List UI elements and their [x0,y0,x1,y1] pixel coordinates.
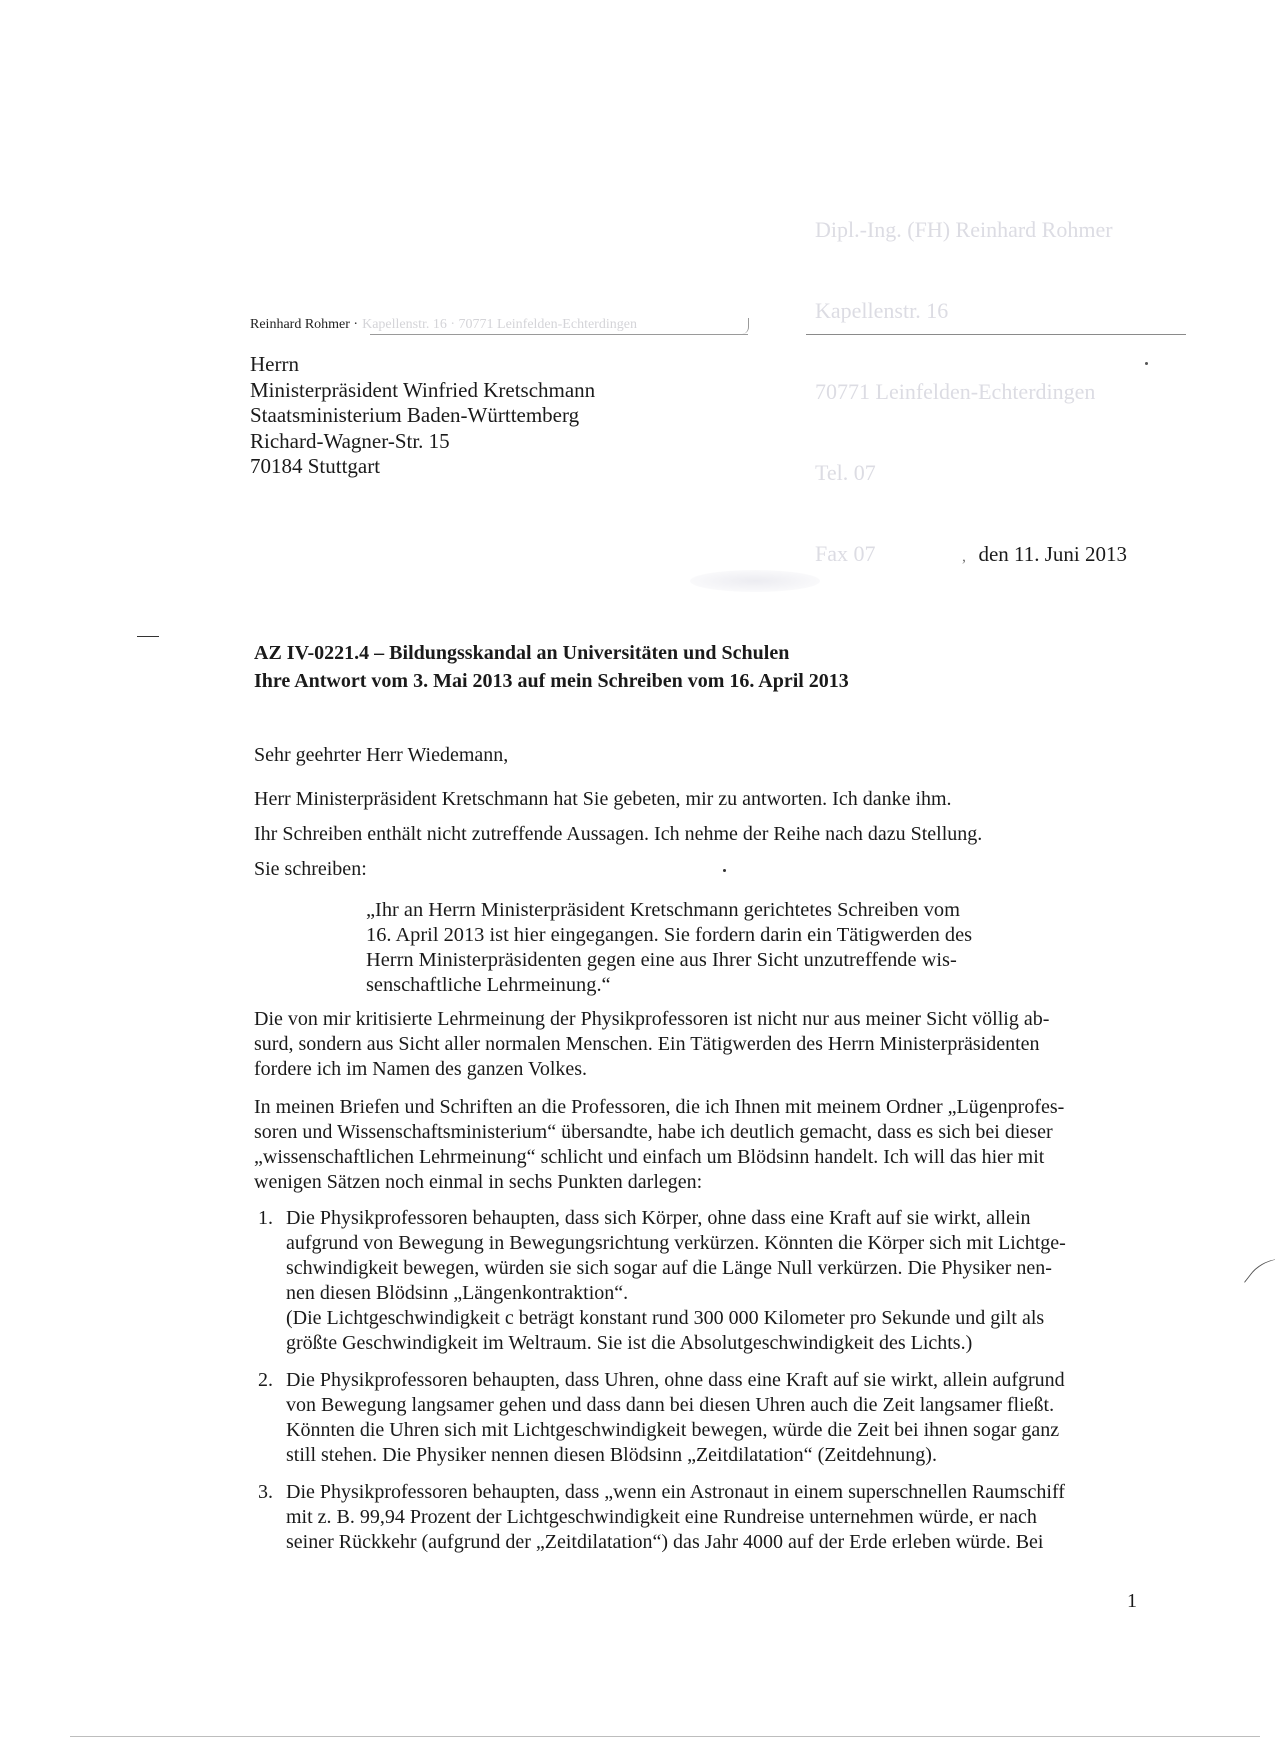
quote-line: „Ihr an Herrn Ministerpräsident Kretschmann gerichtetes Schreiben vom [366,899,960,921]
recipient-address [250,352,595,480]
paragraph-2: Ihr Schreiben enthält nicht zutreffende Aussagen. Ich nehme der Reihe nach dazu Stellung. [254,823,983,845]
body-paragraph-1 [254,1007,1049,1082]
address-line: Staatsministerium Baden-Württemberg [250,403,580,427]
body-line: „wissenschaftlichen Lehrmeinung“ schlicht und einfach um Blödsinn handelt. Ich will das hier mit [254,1146,1045,1168]
letterhead-line: 70771 Leinfelden-Echterdingen [815,379,1096,404]
letterhead-line: Dipl.-Ing. (FH) Reinhard Rohmer [815,217,1113,242]
list-line: Könnten die Uhren sich mit Lichtgeschwindigkeit bewegen, würde die Zeit bei ihnen sogar ganz [286,1419,1060,1441]
list-line: von Bewegung langsamer gehen und dass dann bei diesen Uhren auch die Zeit langsamer fließt. [286,1394,1055,1416]
fold-mark [137,636,159,637]
window-rule-right [806,334,1186,335]
salutation: Sehr geehrter Herr Wiedemann, [254,744,509,766]
subject-line-1: AZ IV-0221.4 – Bildungsskandal an Universitäten und Schulen [254,642,790,664]
list-line: Die Physikprofessoren behaupten, dass „wenn ein Astronaut in einem superschnellen Raumschiff [286,1481,1065,1503]
list-line: seiner Rückkehr (aufgrund der „Zeitdilatation“) das Jahr 4000 auf der Erde erleben würde. Bei [286,1531,1044,1553]
list-line: still stehen. Die Physiker nennen diesen Blödsinn „Zeitdilatation“ (Zeitdehnung). [286,1444,937,1466]
list-line: nen diesen Blödsinn „Längenkontraktion“. [286,1282,629,1304]
quote-line: Herrn Ministerpräsidenten gegen eine aus Ihrer Sicht unzutreffende wis- [366,949,957,971]
body-line: fordere ich im Namen des ganzen Volkes. [254,1058,588,1080]
sender-return-line [250,317,637,333]
scan-edge-curve [1244,1243,1275,1308]
scan-bottom-edge [70,1736,1260,1737]
date-tick: , [962,548,966,565]
body-line: In meinen Briefen und Schriften an die Professoren, die ich Ihnen mit meinem Ordner „Lügenprofes- [254,1096,1065,1118]
page-number: 1 [1127,1590,1137,1612]
paragraph-1: Herr Ministerpräsident Kretschmann hat Sie gebeten, mir zu antworten. Ich danke ihm. [254,788,952,810]
quote-line: 16. April 2013 ist hier eingegangen. Sie fordern darin ein Tätigwerden des [366,924,973,946]
list-line: mit z. B. 99,94 Prozent der Lichtgeschwindigkeit eine Rundreise unternehmen würde, er nach [286,1506,1037,1528]
address-line: Ministerpräsident Winfried Kretschmann [250,377,596,402]
list-line: (Die Lichtgeschwindigkeit c beträgt konstant rund 300 000 Kilometer pro Sekunde und gilt als [286,1307,1045,1329]
paragraph-3: Sie schreiben: [254,858,367,880]
sender-faded-address: Kapellenstr. 16 · 70771 Leinfelden-Echterdingen [362,317,637,332]
address-line: Richard-Wagner-Str. 15 [250,428,450,453]
list-number: 3. [258,1481,273,1503]
body-line: Die von mir kritisierte Lehrmeinung der Physikprofessoren ist nicht nur aus meiner Sicht völlig ab- [254,1008,1050,1030]
letterhead-line: Tel. 07 [815,460,876,485]
list-number: 1. [258,1207,273,1229]
letterhead-faded [815,162,1113,594]
scan-smudge [690,570,820,592]
list-line: größte Geschwindigkeit im Weltraum. Sie ist die Absolutgeschwindigkeit des Lichts.) [286,1332,973,1354]
letterhead-line: Fax 07 [815,541,876,566]
list-line: Die Physikprofessoren behaupten, dass sich Körper, ohne dass eine Kraft auf sie wirkt, allein [286,1207,1031,1229]
scan-dot [1145,362,1148,365]
window-rule-left [370,334,748,335]
subject [254,639,849,695]
list-line: schwindigkeit bewegen, würden sie sich sogar auf die Länge Null verkürzen. Die Physiker nen- [286,1257,1052,1279]
address-line: 70184 Stuttgart [250,454,381,478]
address-line: Herrn [250,352,299,376]
scan-dot [723,869,726,872]
window-rule-hook [742,318,749,334]
sender-name: Reinhard Rohmer · [250,317,359,332]
body-paragraph-2 [254,1095,1064,1195]
letter-date: den 11. Juni 2013 [978,542,1127,566]
subject-line-2: Ihre Antwort vom 3. Mai 2013 auf mein Schreiben vom 16. April 2013 [254,670,849,692]
body-line: wenigen Sätzen noch einmal in sechs Punkten darlegen: [254,1171,703,1193]
list-number: 2. [258,1369,273,1391]
quote-line: senschaftliche Lehrmeinung.“ [366,974,611,996]
letterhead-line: Kapellenstr. 16 [815,298,949,323]
list-line: Die Physikprofessoren behaupten, dass Uhren, ohne dass eine Kraft auf sie wirkt, allein aufgrund [286,1369,1065,1391]
body-line: surd, sondern aus Sicht aller normalen Menschen. Ein Tätigwerden des Herrn Ministerpräsidenten [254,1033,1040,1055]
body-line: soren und Wissenschaftsministerium“ übersandte, habe ich deutlich gemacht, dass es sich bei dieser [254,1121,1053,1143]
list-line: aufgrund von Bewegung in Bewegungsrichtung verkürzen. Könnten die Körper sich mit Lichtge- [286,1232,1066,1254]
block-quote [366,898,972,998]
